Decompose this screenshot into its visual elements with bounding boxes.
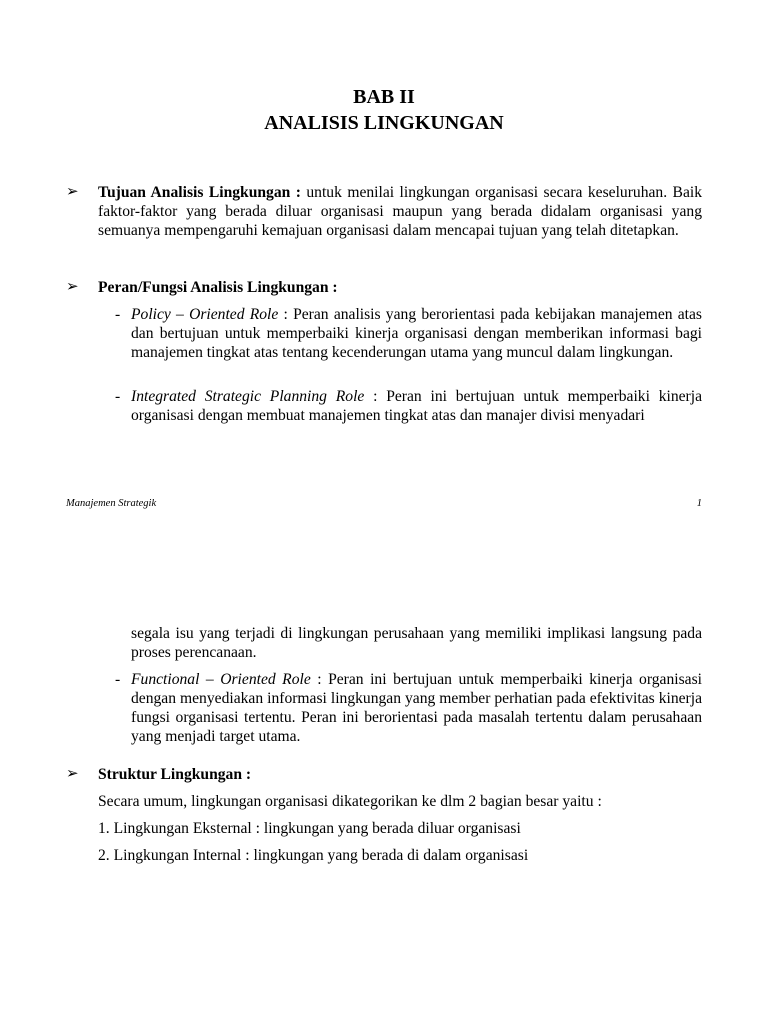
list-item-functional-role bbox=[131, 670, 702, 746]
list-item-term: Functional – Oriented Role bbox=[131, 671, 311, 688]
dash-marker: - bbox=[115, 388, 121, 405]
chapter-number: BAB II bbox=[353, 86, 415, 108]
list-item-eksternal: 1. Lingkungan Eksternal : lingkungan yang berada diluar organisasi bbox=[98, 820, 521, 837]
continuation-text: segala isu yang terjadi di lingkungan perusahaan yang memiliki implikasi langsung pada proses perencanaan. bbox=[131, 625, 702, 661]
section-struktur-heading-text: Struktur Lingkungan : bbox=[98, 766, 252, 783]
dash-marker: - bbox=[115, 671, 121, 688]
arrow-bullet-icon: ➢ bbox=[66, 184, 79, 200]
section-struktur-intro: Secara umum, lingkungan organisasi dikategorikan ke dlm 2 bagian besar yaitu : bbox=[98, 793, 602, 810]
section-peran-heading-text: Peran/Fungsi Analisis Lingkungan : bbox=[98, 279, 338, 296]
section-peran-heading bbox=[98, 278, 702, 297]
section-struktur-heading bbox=[98, 765, 702, 784]
list-item-text: : Peran ini bertujuan untuk memperbaiki kinerja organisasi dengan membuat manajemen tingkat atas dan manajer divisi menyadari bbox=[131, 388, 703, 424]
footer-page-number: 1 bbox=[696, 498, 702, 509]
arrow-bullet-icon: ➢ bbox=[66, 766, 79, 782]
arrow-bullet-icon: ➢ bbox=[66, 279, 79, 295]
list-item-internal: 2. Lingkungan Internal : lingkungan yang berada di dalam organisasi bbox=[98, 847, 529, 864]
footer-book-title: Manajemen Strategik bbox=[66, 498, 157, 509]
section-tujuan-text: untuk menilai lingkungan organisasi secara keseluruhan. Baik faktor-faktor yang berada diluar organisasi maupun yang berada didalam organisasi yang semuanya mempengaruhi kemajuan organisasi dalam mencapai tujuan yang telah ditetapkan. bbox=[98, 184, 702, 239]
section-tujuan bbox=[98, 183, 702, 240]
list-item-policy-role bbox=[131, 305, 702, 362]
list-item-integrated-role bbox=[131, 387, 702, 425]
list-item-text: : Peran analisis yang berorientasi pada kebijakan manajemen atas dan bertujuan untuk memperbaiki kinerja organisasi dengan memberikan informasi bagi manajemen tingkat atas tentang kecenderungan utama yang muncul dalam lingkungan. bbox=[131, 306, 702, 361]
list-item-text: : Peran ini bertujuan untuk memperbaiki kinerja organisasi dengan menyediakan informasi lingkungan yang member perhatian pada efektivitas kinerja fungsi organisasi tertentu. Peran ini berorientasi pada masalah tertentu dalam perusahaan yang menjadi target utama. bbox=[131, 671, 702, 745]
section-tujuan-heading: Tujuan Analisis Lingkungan : bbox=[98, 184, 301, 201]
list-item-term: Policy – Oriented Role bbox=[131, 306, 279, 323]
chapter-title: ANALISIS LINGKUNGAN bbox=[264, 112, 504, 134]
dash-marker: - bbox=[115, 306, 121, 323]
list-item-term: Integrated Strategic Planning Role bbox=[131, 388, 365, 405]
